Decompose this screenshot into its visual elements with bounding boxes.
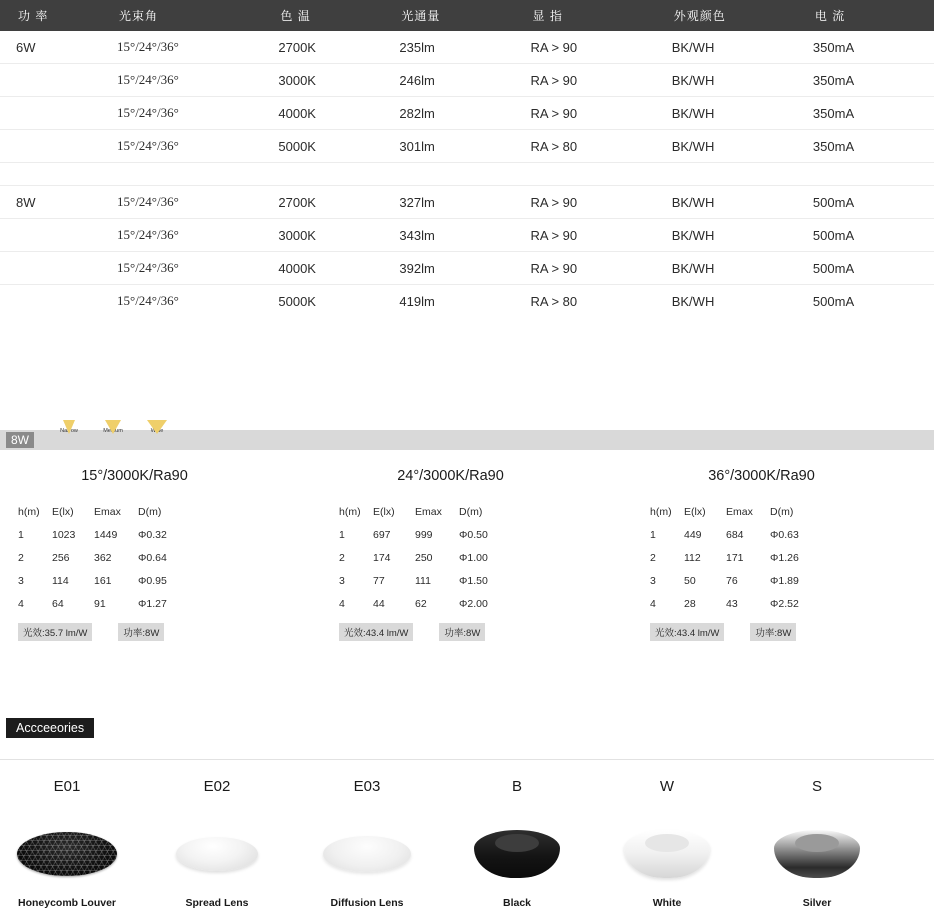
cell-illuminance: 77	[373, 575, 385, 587]
column-header-illuminance: E(lx)	[52, 506, 74, 518]
cell-emax: 111	[415, 575, 431, 587]
cell-height: 3	[18, 575, 24, 587]
cell-cri: RA > 90	[531, 64, 672, 97]
cell-diameter: Φ1.26	[770, 552, 799, 564]
wide-beam-label: Wide	[150, 428, 164, 434]
table-row	[18, 552, 198, 575]
spec-table-header	[0, 0, 934, 31]
cell-current: 500mA	[812, 293, 855, 309]
cell-height: 4	[18, 598, 24, 610]
cell-current: 350mA	[813, 97, 934, 130]
photometric-table-header	[339, 506, 519, 529]
cell-color: BK/WH	[672, 64, 813, 97]
photometric-footer	[650, 623, 933, 641]
honeycomb-shape	[17, 832, 117, 876]
column-header-current: 电 流	[813, 0, 934, 31]
accessory-label: Honeycomb Louver	[17, 897, 117, 909]
accessory-item-e03[interactable]	[310, 778, 424, 909]
column-header-cri: 显 指	[531, 0, 672, 31]
column-header-power: 功 率	[0, 0, 117, 31]
cell-cct: 4000K	[278, 252, 399, 285]
cell-power	[0, 64, 117, 97]
cell-height: 3	[650, 575, 656, 587]
medium-beam-label: Medium	[103, 428, 123, 434]
cell-beam-angle: 15°/24°/36°	[117, 130, 278, 163]
power-badge: 功率:8W	[750, 623, 796, 641]
cell-cct: 4000K	[278, 97, 399, 130]
cell-lumen: 343lm	[399, 219, 530, 252]
accessories-section	[0, 718, 934, 909]
cell-illuminance: 50	[684, 575, 696, 587]
photometric-table	[339, 506, 519, 621]
table-row	[18, 529, 198, 552]
narrow-beam-label: Narrow	[60, 428, 78, 434]
table-row	[18, 575, 198, 598]
photometric-header-row	[339, 506, 519, 529]
accessories-title: Accceeories	[6, 718, 94, 738]
cell-illuminance: 256	[52, 552, 70, 564]
accessory-item-black[interactable]	[460, 778, 574, 909]
cell-beam-angle: 15°/24°/36°	[117, 293, 179, 308]
cell-beam-angle: 15°/24°/36°	[117, 31, 278, 64]
photometric-table-body	[650, 529, 830, 621]
cell-height: 3	[339, 575, 345, 587]
accessory-item-white[interactable]	[610, 778, 724, 909]
cell-diameter: Φ0.63	[770, 529, 799, 541]
accessory-item-silver[interactable]	[760, 778, 874, 909]
accessory-item-e02[interactable]	[160, 778, 274, 909]
cell-beam-angle: 15°/24°/36°	[117, 186, 278, 219]
cell-beam-angle: 15°/24°/36°	[117, 97, 278, 130]
cell-emax: 62	[415, 598, 427, 610]
cell-emax: 684	[726, 529, 744, 541]
cell-lumen: 235lm	[399, 31, 530, 64]
cell-beam-angle: 15°/24°/36°	[117, 219, 278, 252]
accessory-label: Silver	[802, 897, 832, 909]
photometric-power-badge: 8W	[6, 432, 34, 448]
photometric-header-row	[18, 506, 198, 529]
cell-diameter: Φ0.95	[138, 575, 167, 587]
table-group-spacer	[0, 163, 934, 186]
spec-header-row	[0, 0, 934, 31]
accessory-code: W	[659, 778, 675, 795]
cell-emax: 76	[726, 575, 738, 587]
reflector-inner	[795, 834, 839, 852]
cell-height: 2	[339, 552, 345, 564]
cell-current: 500mA	[813, 219, 934, 252]
cell-cri: RA > 90	[531, 219, 672, 252]
cell-current: 350mA	[813, 31, 934, 64]
photometric-block-title: 36°/3000K/Ra90	[708, 468, 815, 484]
table-row	[0, 97, 934, 130]
accessory-label: Black	[502, 897, 532, 909]
cell-power: 8W	[0, 186, 117, 219]
column-header-appearance-color: 外观颜色	[672, 0, 813, 31]
cell-illuminance: 1023	[52, 529, 76, 541]
accessory-label: White	[652, 897, 682, 909]
column-header-emax: Emax	[415, 506, 442, 518]
photometric-table-header	[18, 506, 198, 529]
photometric-block-title: 24°/3000K/Ra90	[397, 468, 504, 484]
cell-illuminance: 174	[373, 552, 391, 564]
cell-cct: 5000K	[278, 130, 399, 163]
photometric-table	[18, 506, 198, 621]
table-row	[0, 285, 934, 318]
cell-cct: 2700K	[278, 31, 399, 64]
column-header-height: h(m)	[650, 506, 672, 518]
photometric-block-title: 15°/3000K/Ra90	[81, 468, 188, 484]
cell-cri: RA > 80	[531, 130, 672, 163]
column-header-emax: Emax	[726, 506, 753, 518]
table-row	[0, 130, 934, 163]
cell-diameter: Φ0.50	[459, 529, 488, 541]
cell-current: 350mA	[813, 64, 934, 97]
diffusion-lens-shape	[323, 836, 411, 872]
column-header-color-temperature: 色 温	[278, 0, 399, 31]
cell-illuminance: 114	[52, 575, 69, 587]
photometric-footer	[339, 623, 622, 641]
accessory-code: B	[511, 778, 522, 795]
cell-illuminance: 112	[684, 552, 701, 564]
table-row	[650, 552, 830, 575]
cell-lumen: 282lm	[399, 97, 530, 130]
table-row	[650, 575, 830, 598]
cell-cct: 2700K	[278, 186, 399, 219]
cell-illuminance: 44	[373, 598, 385, 610]
column-header-emax: Emax	[94, 506, 121, 518]
medium-beam-icon	[100, 428, 126, 452]
cell-power	[0, 219, 117, 252]
cell-diameter: Φ1.00	[459, 552, 488, 564]
cell-current: 500mA	[813, 186, 934, 219]
table-row	[0, 219, 934, 252]
efficacy-badge: 光效:43.4 lm/W	[650, 623, 724, 641]
cell-beam-angle: 15°/24°/36°	[117, 64, 278, 97]
cell-emax: 171	[726, 552, 744, 564]
cell-cri: RA > 90	[531, 252, 672, 285]
cell-emax: 91	[94, 598, 106, 610]
cell-lumen: 246lm	[399, 64, 530, 97]
spread-lens-shape	[176, 837, 258, 871]
accessory-code: S	[811, 778, 822, 795]
table-row	[0, 252, 934, 285]
column-header-height: h(m)	[18, 506, 40, 518]
cell-diameter: Φ1.50	[459, 575, 488, 587]
reflector-shape	[474, 830, 560, 878]
cell-diameter: Φ0.64	[138, 552, 167, 564]
table-row	[339, 552, 519, 575]
efficacy-badge: 光效:35.7 lm/W	[18, 623, 92, 641]
accessories-grid	[0, 778, 934, 909]
cell-emax: 1449	[94, 529, 118, 541]
cell-color: BK/WH	[672, 219, 813, 252]
accessory-label: Diffusion Lens	[330, 897, 404, 909]
cell-height: 1	[650, 529, 656, 541]
cell-color: BK/WH	[671, 293, 715, 309]
cell-beam-angle: 15°/24°/36°	[117, 252, 278, 285]
cell-diameter: Φ0.32	[138, 529, 167, 541]
photometric-footer	[18, 623, 311, 641]
cell-power	[0, 285, 117, 318]
cone-shape	[147, 420, 167, 451]
table-row	[0, 31, 934, 64]
beam-icon-group	[56, 428, 170, 452]
cell-color: BK/WH	[672, 31, 813, 64]
column-header-illuminance: E(lx)	[373, 506, 395, 518]
efficacy-badge: 光效:43.4 lm/W	[339, 623, 413, 641]
column-header-luminous-flux: 光通量	[399, 0, 530, 31]
photometric-header-row	[650, 506, 830, 529]
table-row	[339, 529, 519, 552]
cell-power	[0, 252, 117, 285]
accessory-label: Spread Lens	[185, 897, 249, 909]
power-badge: 功率:8W	[118, 623, 164, 641]
spacer-cell	[0, 163, 934, 186]
cell-height: 2	[18, 552, 24, 564]
column-header-illuminance: E(lx)	[684, 506, 706, 518]
column-header-beam-angle: 光束角	[117, 0, 278, 31]
table-row	[650, 529, 830, 552]
column-header-height: h(m)	[339, 506, 361, 518]
table-row	[0, 64, 934, 97]
cell-emax: 362	[94, 552, 112, 564]
photometric-table-body	[339, 529, 519, 621]
cone-shape	[63, 420, 75, 451]
cell-diameter: Φ1.27	[138, 598, 167, 610]
table-row	[339, 575, 519, 598]
cell-height: 2	[650, 552, 656, 564]
cell-emax: 999	[415, 529, 433, 541]
cell-cri: RA > 80	[530, 293, 578, 309]
cell-height: 1	[339, 529, 345, 541]
spec-table-body	[0, 31, 934, 317]
cell-current: 500mA	[813, 252, 934, 285]
reflector-shape	[774, 830, 860, 878]
cell-lumen: 392lm	[399, 252, 530, 285]
cell-cri: RA > 90	[531, 97, 672, 130]
cell-diameter: Φ2.00	[459, 598, 488, 610]
photometric-section	[0, 430, 934, 641]
cell-color: BK/WH	[672, 97, 813, 130]
cell-cct: 5000K	[278, 293, 316, 309]
specification-table	[0, 0, 934, 317]
cell-emax: 250	[415, 552, 433, 564]
table-row	[339, 598, 519, 621]
cell-diameter: Φ1.89	[770, 575, 799, 587]
cone-shape	[105, 420, 121, 451]
column-header-diameter: D(m)	[770, 506, 794, 518]
reflector-inner	[495, 834, 539, 852]
cell-illuminance: 449	[684, 529, 702, 541]
cell-cct: 3000K	[278, 219, 399, 252]
cell-cri: RA > 90	[531, 31, 672, 64]
photometric-blocks	[0, 468, 934, 641]
photometric-table-body	[18, 529, 198, 621]
table-row	[650, 598, 830, 621]
cell-current: 350mA	[813, 130, 934, 163]
cell-power: 6W	[0, 31, 117, 64]
photometric-block-24deg	[311, 468, 622, 641]
reflector-shape	[624, 830, 710, 878]
cell-cct: 3000K	[278, 64, 399, 97]
cell-color: BK/WH	[672, 252, 813, 285]
cell-height: 1	[18, 529, 24, 541]
narrow-beam-icon	[56, 428, 82, 452]
cell-lumen: 327lm	[399, 186, 530, 219]
table-row	[18, 598, 198, 621]
column-header-diameter: D(m)	[138, 506, 162, 518]
photometric-header-bar	[0, 430, 934, 450]
cell-illuminance: 64	[52, 598, 64, 610]
accessory-item-e01[interactable]	[10, 778, 124, 909]
column-header-diameter: D(m)	[459, 506, 483, 518]
accessory-code: E03	[353, 778, 381, 795]
accessory-code: E01	[53, 778, 81, 795]
photometric-table	[650, 506, 830, 621]
cell-illuminance: 697	[373, 529, 391, 541]
cell-power	[0, 97, 117, 130]
cell-height: 4	[650, 598, 656, 610]
cell-cri: RA > 90	[531, 186, 672, 219]
cell-lumen: 301lm	[399, 130, 530, 163]
power-badge: 功率:8W	[439, 623, 485, 641]
photometric-block-15deg	[0, 468, 311, 641]
table-row	[0, 186, 934, 219]
reflector-inner	[645, 834, 689, 852]
cell-lumen: 419lm	[399, 293, 435, 309]
cell-height: 4	[339, 598, 345, 610]
cell-emax: 43	[726, 598, 738, 610]
accessories-divider	[0, 759, 934, 760]
cell-emax: 161	[94, 575, 112, 587]
photometric-block-36deg	[622, 468, 933, 641]
accessory-code: E02	[203, 778, 231, 795]
wide-beam-icon	[144, 428, 170, 452]
cell-illuminance: 28	[684, 598, 696, 610]
cell-power	[0, 130, 117, 163]
cell-color: BK/WH	[672, 186, 813, 219]
photometric-table-header	[650, 506, 830, 529]
cell-diameter: Φ2.52	[770, 598, 799, 610]
cell-color: BK/WH	[672, 130, 813, 163]
